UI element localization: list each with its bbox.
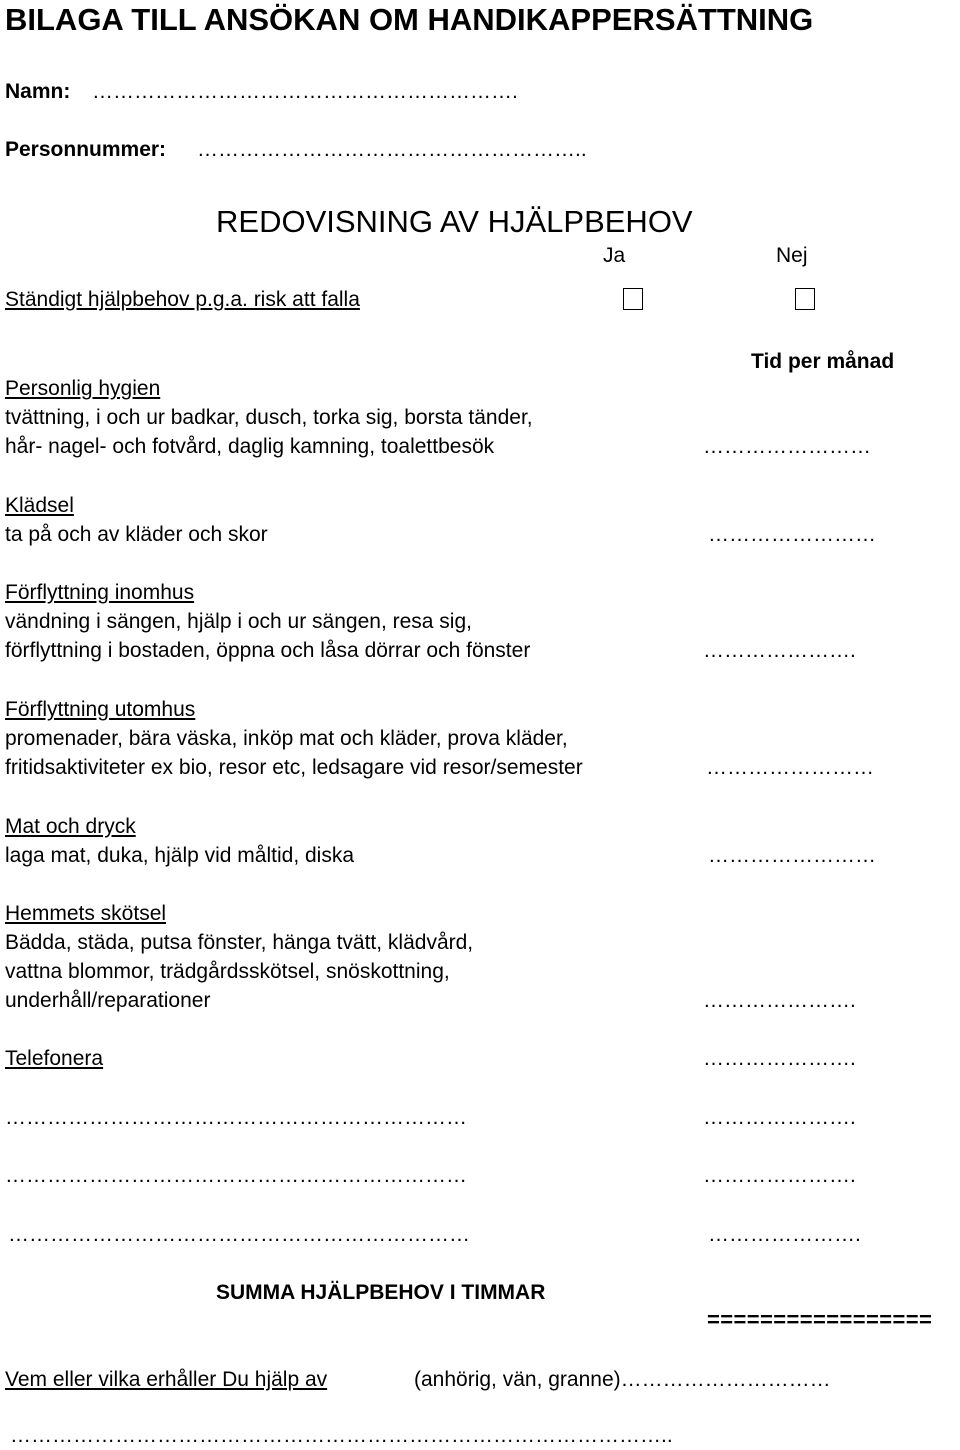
item-title-food-drink: Mat och dryck xyxy=(5,815,136,838)
constant-help-label: Ständigt hjälpbehov p.g.a. risk att falla xyxy=(5,288,360,311)
time-field-personal-hygiene[interactable]: …………………… xyxy=(703,435,871,458)
constant-help-yes-checkbox[interactable] xyxy=(623,288,643,310)
summary-label: SUMMA HJÄLPBEHOV I TIMMAR xyxy=(216,1281,546,1304)
item-title-personal-hygiene: Personlig hygien xyxy=(5,377,161,400)
item-title-clothing: Klädsel xyxy=(5,494,74,517)
section-heading: REDOVISNING AV HJÄLPBEHOV xyxy=(216,204,693,239)
item-desc-indoor-movement: vändning i sängen, hjälp i och ur sängen, resa sig, xyxy=(5,610,472,633)
personnummer-label: Personnummer: xyxy=(5,138,167,161)
item-desc-outdoor-movement: promenader, bära väska, inköp mat och kläder, prova kläder, xyxy=(5,727,568,750)
document-title: BILAGA TILL ANSÖKAN OM HANDIKAPPERSÄTTNING xyxy=(5,2,814,37)
item-title-phone: Telefonera xyxy=(5,1047,104,1070)
time-field-clothing[interactable]: …………………… xyxy=(708,523,876,546)
personnummer-field[interactable]: ……………………………………………….. xyxy=(197,138,587,161)
help-provider-question: Vem eller vilka erhåller Du hjälp av xyxy=(5,1368,328,1391)
extra-row-time-field[interactable]: …………………. xyxy=(708,1223,861,1246)
extra-row-time-field[interactable]: …………………. xyxy=(703,1164,856,1187)
help-provider-field[interactable]: ………………………………………………………………………………….. xyxy=(10,1424,673,1447)
time-field-home-care[interactable]: …………………. xyxy=(703,989,856,1012)
item-desc-indoor-movement: förflyttning i bostaden, öppna och låsa dörrar och fönster xyxy=(5,639,531,662)
item-desc-personal-hygiene: hår- nagel- och fotvård, daglig kamning, toalettbesök xyxy=(5,435,495,458)
item-title-outdoor-movement: Förflyttning utomhus xyxy=(5,698,196,721)
item-desc-home-care: underhåll/reparationer xyxy=(5,989,211,1012)
constant-help-no-checkbox[interactable] xyxy=(795,288,815,310)
extra-row-activity-field[interactable]: ………………………………………………………… xyxy=(5,1106,467,1129)
extra-row-activity-field[interactable]: ………………………………………………………… xyxy=(5,1164,467,1187)
name-label: Namn: xyxy=(5,80,71,103)
column-yes-label: Ja xyxy=(603,244,626,267)
item-desc-home-care: Bädda, städa, putsa fönster, hänga tvätt, klädvård, xyxy=(5,931,474,954)
time-field-indoor-movement[interactable]: …………………. xyxy=(703,639,856,662)
item-desc-food-drink: laga mat, duka, hjälp vid måltid, diska xyxy=(5,844,355,867)
time-field-food-drink[interactable]: …………………… xyxy=(708,844,876,867)
name-field[interactable]: ……………………………………………………. xyxy=(92,80,518,103)
item-desc-personal-hygiene: tvättning, i och ur badkar, dusch, torka sig, borsta tänder, xyxy=(5,406,533,429)
item-desc-clothing: ta på och av kläder och skor xyxy=(5,523,268,546)
item-desc-outdoor-movement: fritidsaktiviteter ex bio, resor etc, ledsagare vid resor/semester xyxy=(5,756,583,779)
item-desc-home-care: vattna blommor, trädgårdsskötsel, snöskottning, xyxy=(5,960,450,983)
item-title-indoor-movement: Förflyttning inomhus xyxy=(5,581,195,604)
extra-row-activity-field[interactable]: ………………………………………………………… xyxy=(8,1223,470,1246)
item-title-home-care: Hemmets skötsel xyxy=(5,902,167,925)
time-field-phone[interactable]: …………………. xyxy=(703,1047,856,1070)
summary-total-line: ================= xyxy=(707,1307,933,1332)
time-field-outdoor-movement[interactable]: …………………… xyxy=(706,756,874,779)
column-no-label: Nej xyxy=(776,244,808,267)
time-per-month-header: Tid per månad xyxy=(751,350,895,373)
extra-row-time-field[interactable]: …………………. xyxy=(703,1106,856,1129)
help-provider-hint: (anhörig, vän, granne)………………………… xyxy=(414,1368,831,1391)
